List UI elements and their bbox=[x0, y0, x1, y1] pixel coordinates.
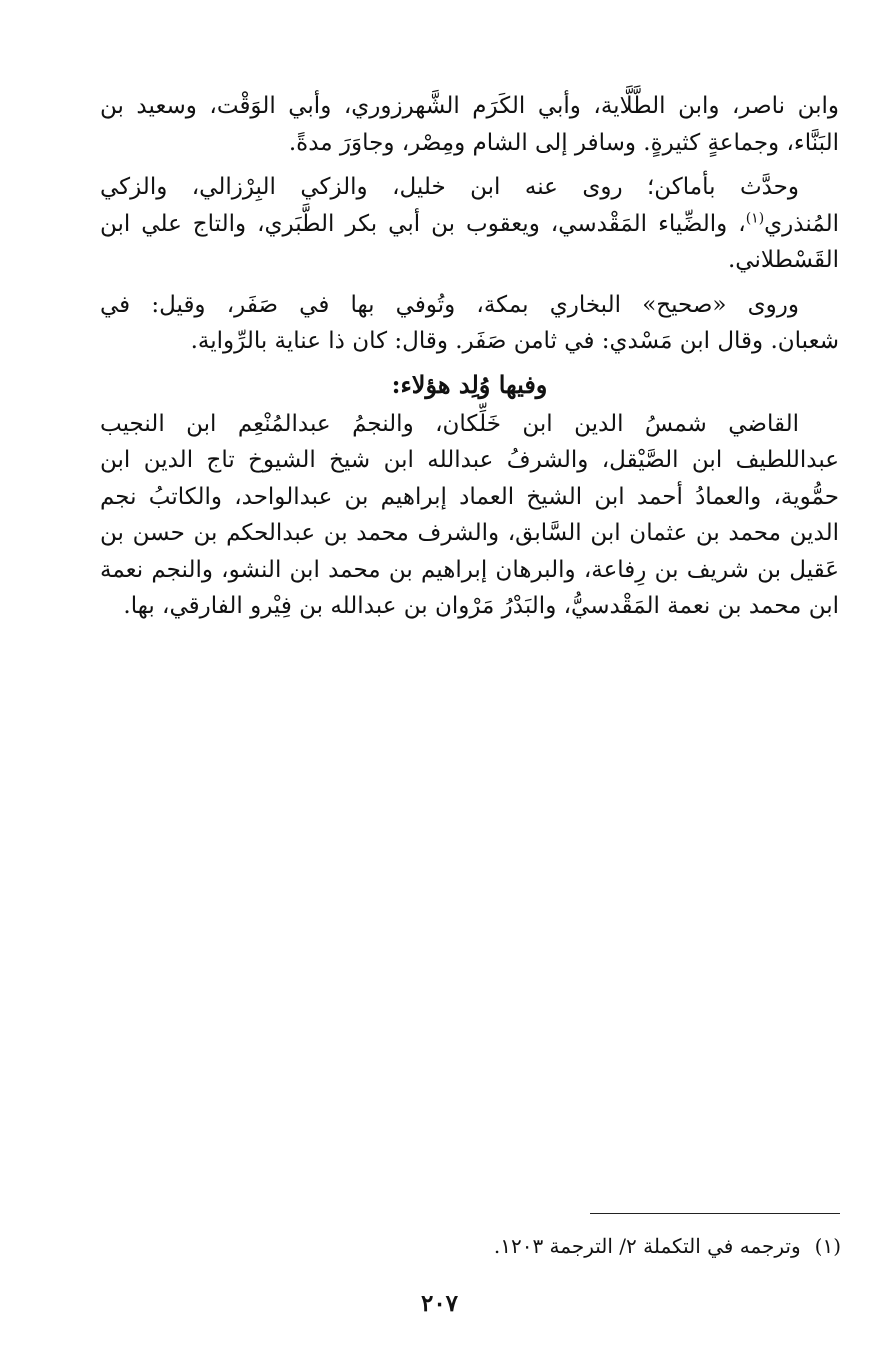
paragraph-1 bbox=[100, 88, 839, 161]
text-segment: ، والضِّياء المَقْدسي، ويعقوب بن أبي بكر الطَّبَري، والتاج علي ابن bbox=[100, 210, 746, 237]
paragraph-3 bbox=[100, 287, 839, 360]
footnote-divider bbox=[590, 1213, 840, 1214]
text-line: الدين محمد بن عثمان ابن السَّابق، والشرف محمد بن عبدالحكم بن حسن بن bbox=[100, 520, 839, 546]
paragraph-4 bbox=[100, 406, 839, 625]
text-line: القاضي شمسُ الدين ابن خَلِّكان، والنجمُ عبدالمُنْعِم ابن النجيب bbox=[100, 410, 799, 437]
paragraph-2 bbox=[100, 169, 839, 279]
text-line: وروى «صحيح» البخاري بمكة، وتُوفي بها في صَفَر، وقيل: في bbox=[100, 291, 799, 318]
text-line: وحدَّث بأماكن؛ روى عنه ابن خليل، والزكي البِرْزالي، والزكي bbox=[100, 174, 799, 200]
footnote-text: وترجمه في التكملة ٢/ الترجمة ١٢٠٣. bbox=[493, 1234, 801, 1258]
section-heading: وفيها وُلِد هؤلاء: bbox=[391, 369, 548, 399]
text-line: القَسْطلاني. bbox=[727, 247, 839, 273]
footnote bbox=[494, 1232, 841, 1260]
text-line: ابن محمد بن نعمة المَقْدسيُّ، والبَدْرُ مَرْوان بن عبدالله بن فِيْرو الفارقي، بها. bbox=[123, 593, 839, 619]
text-line bbox=[100, 206, 839, 243]
text-line: عَقيل بن شريف بن رِفاعة، والبرهان إبراهيم بن محمد ابن النشو، والنجم نعمة bbox=[100, 556, 839, 583]
footnote-number: (١) bbox=[814, 1234, 841, 1258]
text-line: وابن ناصر، وابن الطَّلَّاية، وأبي الكَرَم الشَّهرزوري، وأبي الوَقْت، وسعيد بن bbox=[100, 93, 839, 119]
page-body bbox=[100, 88, 839, 633]
text-line: شعبان. وقال ابن مَسْدي: في ثامن صَفَر. وقال: كان ذا عناية بالرِّواية. bbox=[190, 328, 839, 354]
text-line: حمُّوية، والعمادُ أحمد ابن الشيخ العماد إبراهيم بن عبدالواحد، والكاتبُ نجم bbox=[100, 483, 839, 510]
text-line: البَنَّاء، وجماعةٍ كثيرةٍ. وسافر إلى الشام ومِصْر، وجاوَرَ مدةً. bbox=[288, 129, 839, 156]
footnote-ref[interactable]: (١) bbox=[745, 209, 765, 226]
text-line: عبداللطيف ابن الصَّيْقل، والشرفُ عبدالله ابن شيخ الشيوخ تاج الدين ابن bbox=[100, 447, 839, 473]
text-segment: المُنذري bbox=[764, 210, 839, 237]
page-number: ٢٠٧ bbox=[420, 1290, 459, 1317]
